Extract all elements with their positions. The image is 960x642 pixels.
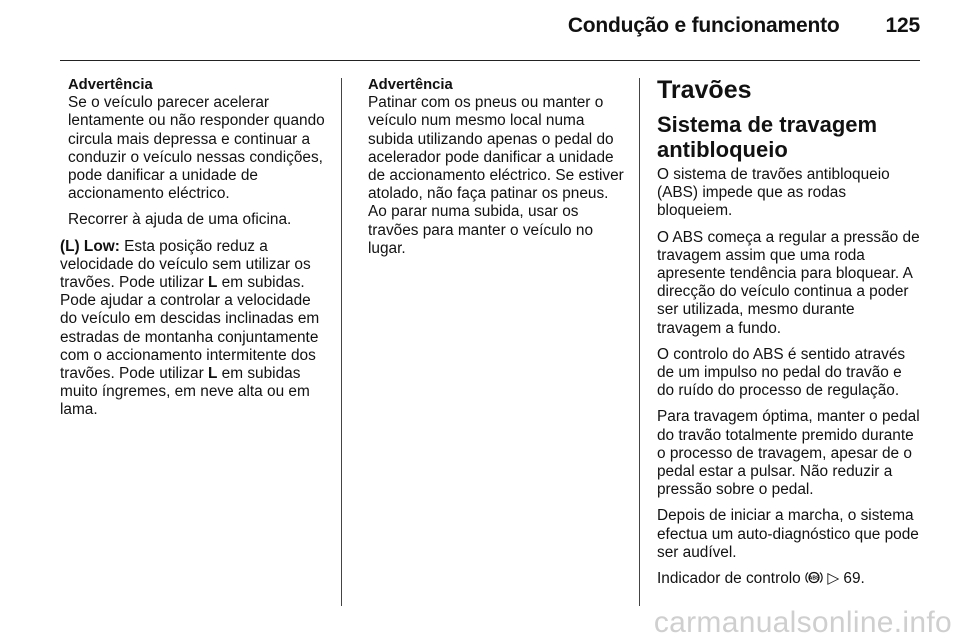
low-paragraph — [60, 238, 330, 420]
warning-box-left — [60, 76, 330, 230]
page-number: 125 — [885, 14, 920, 37]
indicator-label: Indicador de controlo — [657, 570, 801, 588]
low-letter: L — [208, 274, 218, 292]
column-left — [60, 76, 330, 428]
page-header — [568, 14, 920, 38]
column-divider-2 — [639, 78, 640, 606]
warning-body: Se o veículo parecer acelerar lentamente ou não responder quando circula mais depressa e continuar a conduzir o veículo nessas condições, pode danificar a unidade de accionamento eléctrico. — [68, 94, 325, 203]
low-text: em subidas muito íngremes, em neve alta ou em lama. — [60, 365, 310, 419]
body-paragraph: O sistema de travões antibloqueio (ABS) impede que as rodas bloqueiem. — [657, 166, 890, 220]
low-text: Esta posição reduz a velocidade do veículo sem utilizar os travões. Pode utilizar — [60, 237, 311, 292]
warning-title: Advertência — [68, 77, 153, 93]
column-divider-1 — [341, 78, 342, 606]
low-letter: L — [208, 365, 218, 383]
svg-text:ABS: ABS — [808, 575, 820, 582]
header-title: Condução e funcionamento — [567, 14, 840, 37]
indicator-line — [657, 570, 923, 590]
indicator-reference: 69. — [839, 570, 865, 588]
watermark: carmanualsonline.info — [653, 606, 952, 639]
column-right — [657, 76, 923, 598]
reference-arrow-icon: ▷ — [827, 570, 840, 588]
column-middle — [368, 76, 626, 266]
body-paragraph: Para travagem óptima, manter o pedal do travão totalmente premido durante o processo de travagem, apesar de o pedal estar a pulsar. Não reduzir a pressão sobre o pedal. — [657, 408, 920, 499]
warning-advice: Recorrer à ajuda de uma oficina. — [68, 211, 292, 229]
warning-title: Advertência — [368, 77, 453, 93]
low-text: em subidas. Pode ajudar a controlar a velocidade do veículo em descidas inclinadas em estradas de montanha conjuntamente com o accionamento intermitente dos travões. Pode utilizar — [60, 274, 320, 383]
warning-body: Patinar com os pneus ou manter o veículo num mesmo local numa subida utilizando apenas o pedal do acelerador pode danificar a unidade de accionamento eléctrico. Se estiver atolado, não faça patinar os pneus. Ao parar numa subida, usar os travões para manter o veículo no lugar. — [368, 94, 624, 257]
section-heading: Travões — [657, 76, 752, 104]
body-paragraph: O ABS começa a regular a pressão de travagem assim que uma roda apresente tendência para bloquear. A direcção do veículo continua a poder ser utilizada, mesmo durante travagem a fundo. — [657, 228, 920, 337]
header-rule — [60, 60, 920, 61]
low-label: (L) Low: — [60, 237, 120, 255]
body-paragraph: Depois de iniciar a marcha, o sistema efectua um auto-diagnóstico que pode ser audível. — [657, 507, 919, 561]
body-paragraph: O controlo do ABS é sentido através de um impulso no pedal do travão e do ruído do processo de regulação. — [657, 345, 906, 400]
abs-warning-icon — [805, 570, 823, 590]
section-subheading: Sistema de travagem antibloqueio — [657, 112, 878, 162]
